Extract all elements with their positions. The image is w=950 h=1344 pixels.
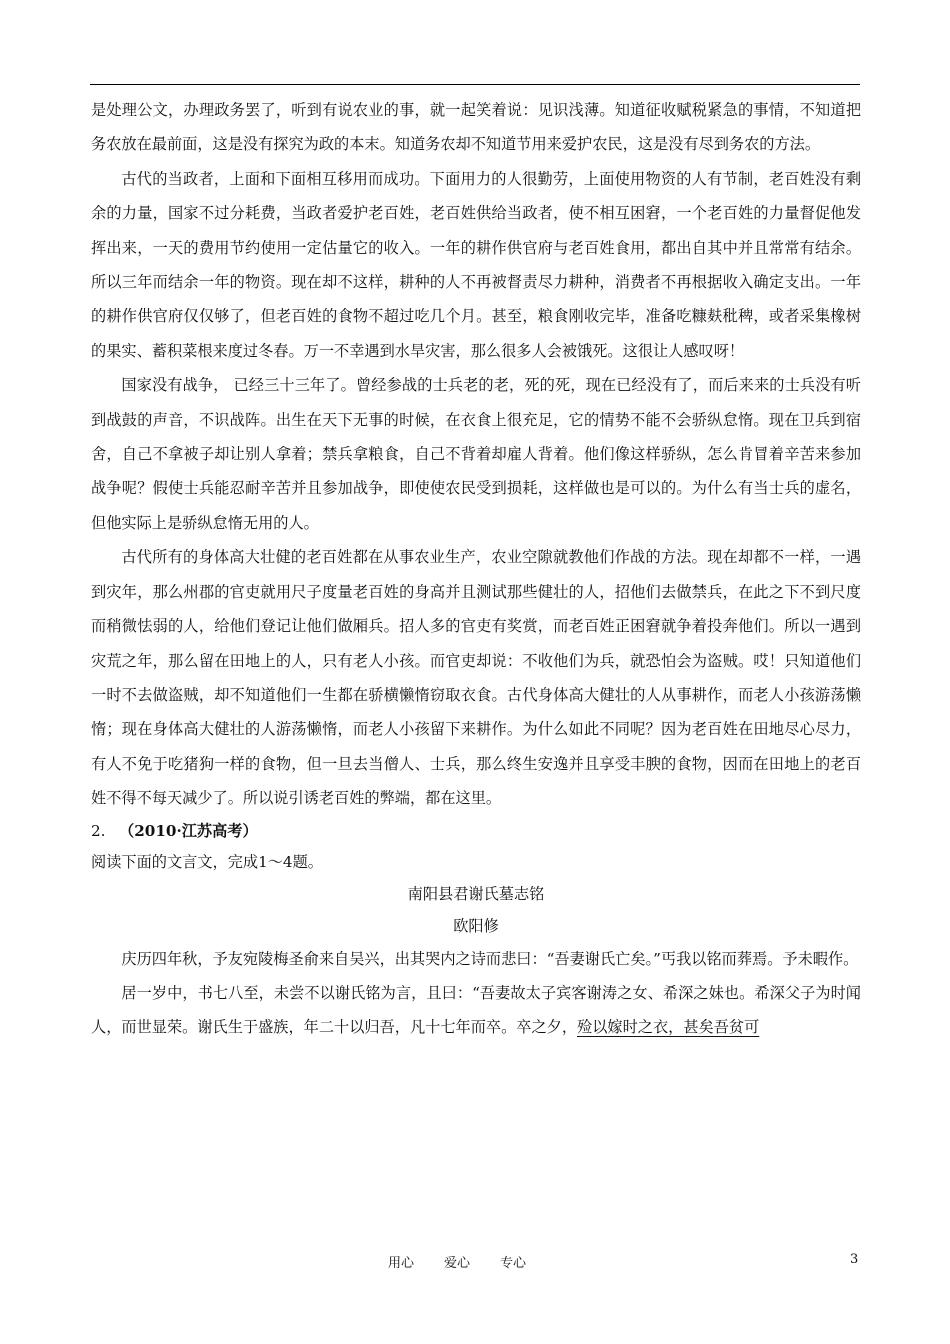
passage-paragraph-2 [91, 976, 861, 1045]
footer-motto-3: 专心 [500, 1256, 527, 1271]
footer-motto [388, 1252, 556, 1271]
question-number: 2. [91, 821, 106, 840]
question-source: （2010·江苏高考） [119, 821, 258, 840]
header-rule [90, 84, 860, 85]
page-footer [0, 1252, 950, 1272]
document-body [91, 93, 861, 1045]
translation-paragraph-3: 国家没有战争， 已经三十三年了。曾经参战的士兵老的老，死的死，现在已经没有了，而后来来的士兵没有听到战鼓的声音，不识战阵。出生在天下无事的时候，在衣食上很充足，它的情势不能不会骄纵怠惰。现在卫兵到宿舍，自己不拿被子却让别人拿着；禁兵拿粮食，自己不背着却雇人背着。他们像这样骄纵，怎么肯冒着辛苦来参加战争呢？假使士兵能忍耐辛苦并且参加战争，即使使农民受到损耗，这样做也是可以的。为什么有当士兵的虚名，但他实际上是骄纵怠惰无用的人。 [91, 376, 861, 532]
passage-title: 南阳县君谢氏墓志铭 [407, 884, 545, 903]
footer-motto-2: 爱心 [444, 1256, 471, 1271]
translation-paragraph-2: 古代的当政者，上面和下面相互移用而成功。下面用力的人很勤劳，上面使用物资的人有节制，老百姓没有剩余的力量，国家不过分耗费，当政者爱护老百姓，老百姓供给当政者，使不相互困窘，一个老百姓的力量督促他发挥出来，一天的费用节约使用一定估量它的收入。一年的耕作供官府与老百姓食用，都出自其中并且常常有结余。所以三年而结余一年的物资。现在却不这样，耕种的人不再被督责尽力耕种，消费者不再根据收入确定支出。一年的耕作供官府仅仅够了，但老百姓的食物不超过吃几个月。甚至，粮食刚收完毕，准备吃糠麸秕稗，或者采集橡树的果实、蓄积菜根来度过冬春。万一不幸遇到水旱灾害，那么很多人会被饿死。这很让人感叹呀！ [91, 169, 861, 360]
page-number: 3 [850, 1252, 859, 1267]
translation-paragraph-1: 是处理公文，办理政务罢了，听到有说农业的事，就一起笑着说：见识浅薄。知道征收赋税紧急的事情，不知道把务农放在最前面，这是没有探究为政的本末。知道务农却不知道节用来爱护农民，这是没有尽到务农的方法。 [91, 101, 861, 154]
passage-paragraph-1: 庆历四年秋，予友宛陵梅圣俞来自吴兴，出其哭内之诗而悲曰：“吾妻谢氏亡矣。”丐我以铭而葬焉。予未暇作。 [121, 949, 859, 968]
underlined-sentence: 殓以嫁时之衣，甚矣吾贫可 [577, 1018, 760, 1037]
translation-paragraph-4: 古代所有的身体高大壮健的老百姓都在从事农业生产，农业空隙就教他们作战的方法。现在却都不一样，一遇到灾年，那么州郡的官吏就用尺子度量老百姓的身高并且测试那些健壮的人，招他们去做禁兵，在此之下不到尺度而稍微怯弱的人，给他们登记让他们做厢兵。招人多的官吏有奖赏，而老百姓正困窘就争着投奔他们。所以一遇到灾荒之年，那么留在田地上的人，只有老人小孩。而官吏却说：不收他们为兵，就恐怕会为盗贼。哎！只知道他们一时不去做盗贼，却不知道他们一生都在骄横懒惰窃取衣食。古代身体高大健壮的人从事耕作，而老人小孩游荡懒惰；现在身体高大健壮的人游荡懒惰，而老人小孩留下来耕作。为什么如此不同呢？因为老百姓在田地尽心尽力，有人不免于吃猪狗一样的食物，但一旦去当僧人、士兵，那么终生安逸并且享受丰腴的食物，因而在田地上的老百姓不得不每天减少了。所以说引诱老百姓的弊端，都在这里。 [91, 548, 861, 808]
question-instruction: 阅读下面的文言文，完成1～4题。 [91, 852, 323, 871]
passage-author: 欧阳修 [453, 916, 499, 935]
footer-motto-1: 用心 [388, 1256, 415, 1271]
question-heading [91, 816, 861, 847]
passage-paragraph-2-text: 居一岁中，书七八至，未尝不以谢氏铭为言，且曰：“吾妻故太子宾客谢涛之女、希深之妹也。希深父子为时闻人，而世显荣。谢氏生于盛族，年二十以归吾，凡十七年而卒。卒之夕， [91, 983, 861, 1037]
